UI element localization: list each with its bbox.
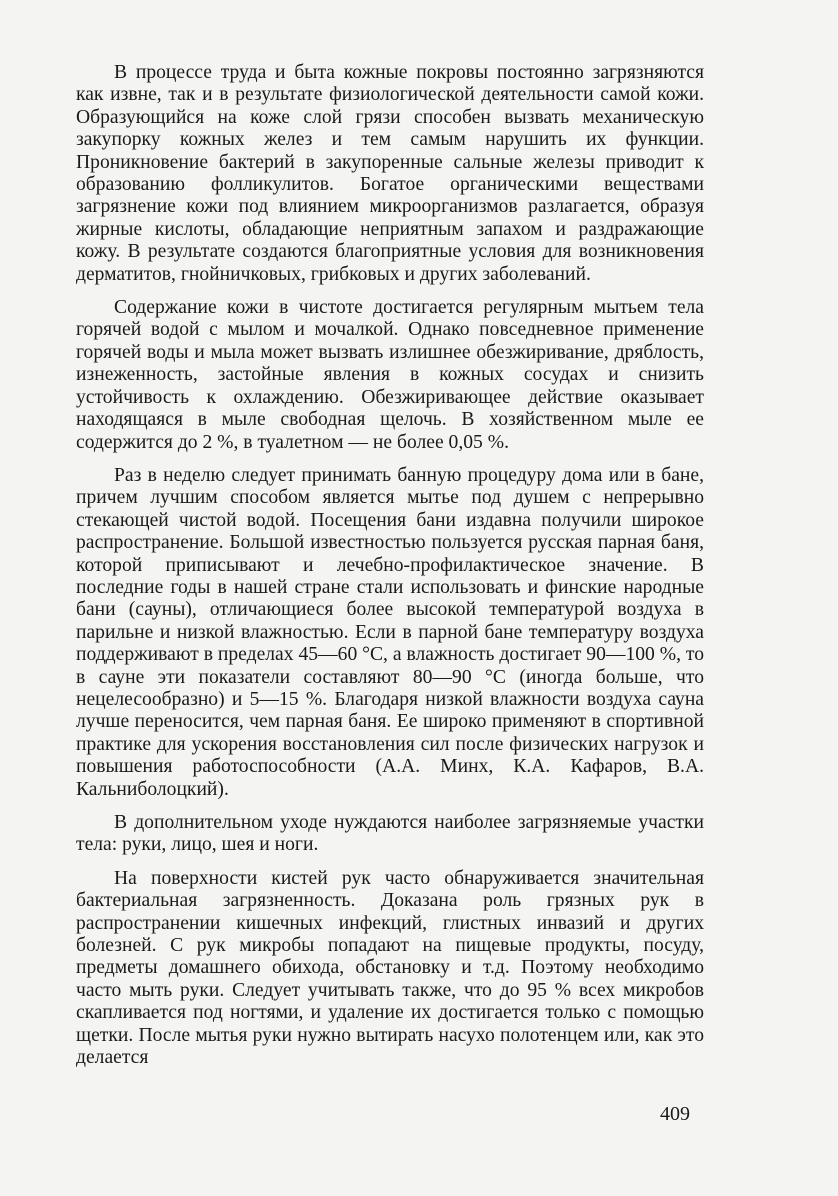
paragraph-skin-contamination: В процессе труда и быта кожные покровы постоянно загрязняются как извне, так и в результате физиологической деятельности самой кожи. Образующийся на коже слой грязи способен вызвать механическую закупорку кожных желез и тем самым нарушить их функции. Проникновение бактерий в закупоренные сальные железы приводит к образованию фолликулитов. Богатое органическими веществами загрязнение кожи под влиянием микроорганизмов разлагается, образуя жирные кислоты, обладающие неприятным запахом и раздражающие кожу. В результате создаются благоприятные условия для возникновения дерматитов, гнойничковых, грибковых и других заболеваний.	[76, 62, 704, 285]
paragraph-skin-cleanliness: Содержание кожи в чистоте достигается регулярным мытьем тела горячей водой с мылом и мочалкой. Однако повседневное применение горячей воды и мыла может вызвать излишнее обезжиривание, дряблость, изнеженность, застойные явления в кожных сосудах и снизить устойчивость к охлаждению. Обезжиривающее действие оказывает находящаяся в мыле свободная щелочь. В хозяйственном мыле ее содержится до 2 %, в туалетном — не более 0,05 %.	[76, 297, 704, 453]
body-text	[76, 62, 704, 1080]
paragraph-hand-hygiene: На поверхности кистей рук часто обнаруживается значительная бактериальная загрязненность. Доказана роль грязных рук в распространении кишечных инфекций, глистных инвазий и других болезней. С рук микробы попадают на пищевые продукты, посуду, предметы домашнего обихода, обстановку и т.д. Поэтому необходимо часто мыть руки. Следует учитывать также, что до 95 % всех микробов скапливается под ногтями, и удаление их достигается только с помощью щетки. После мытья руки нужно вытирать насухо полотенцем или, как это делается	[76, 867, 704, 1069]
paragraph-bath-sauna: Раз в неделю следует принимать банную процедуру дома или в бане, причем лучшим способом является мытье под душем с непрерывно стекающей чистой водой. Посещения бани издавна получили широкое распространение. Большой известностью пользуется русская парная баня, которой приписывают и лечебно-профилактическое значение. В последние годы в нашей стране стали использовать и финские народные бани (сауны), отличающиеся более высокой температурой воздуха в парильне и низкой влажностью. Если в парной бане температуру воздуха поддерживают в пределах 45—60 °С, а влажность достигает 90—100 %, то в сауне эти показатели составляют 80—90 °С (иногда больше, что нецелесообразно) и 5—15 %. Благодаря низкой влажности воздуха сауна лучше переносится, чем парная баня. Ее широко применяют в спортивной практике для ускорения восстановления сил после физических нагрузок и повышения работоспособности (А.А. Минх, К.А. Кафаров, В.А. Кальниболоцкий).	[76, 464, 704, 800]
paragraph-additional-care: В дополнительном уходе нуждаются наиболее загрязняемые участки тела: руки, лицо, шея и ноги.	[76, 812, 704, 856]
page-number: 409	[660, 1103, 690, 1125]
